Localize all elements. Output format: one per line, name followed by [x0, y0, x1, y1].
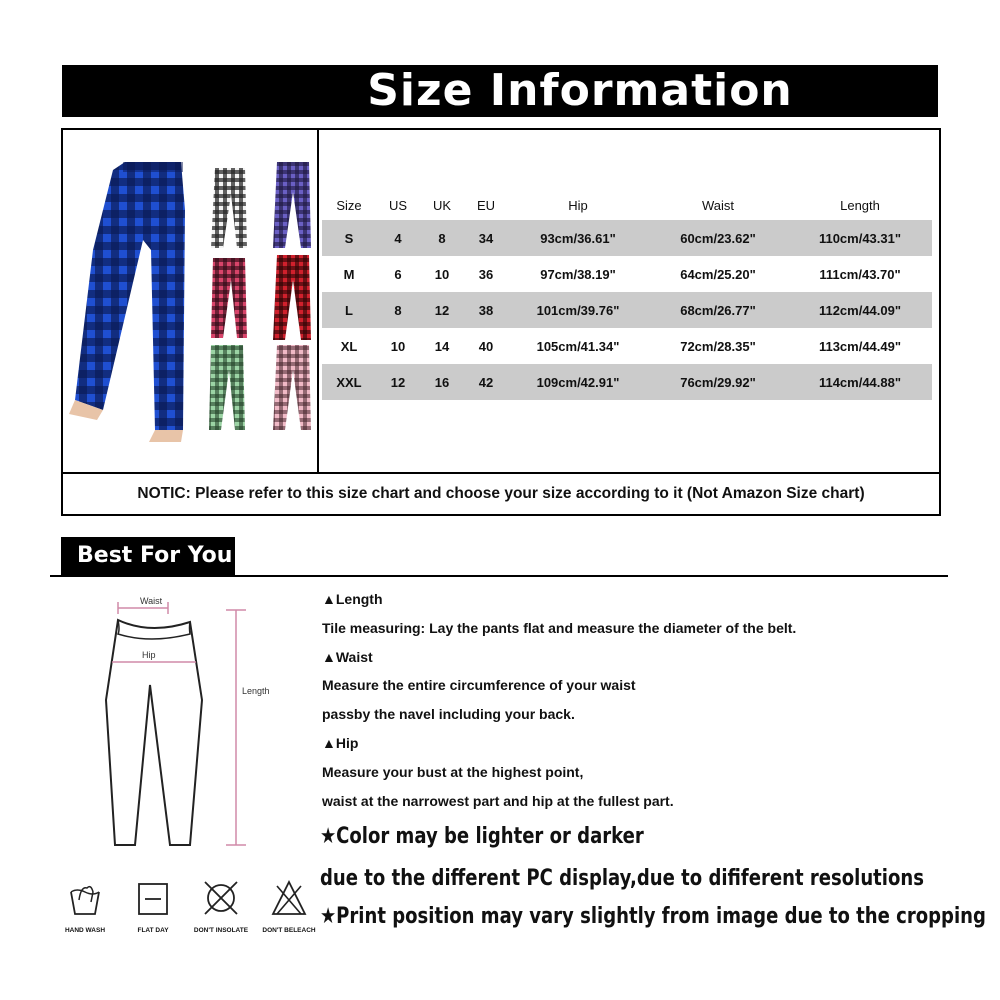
cell-waist: 76cm/29.92"	[648, 364, 788, 400]
table-row	[322, 220, 932, 256]
do-not-bleach-icon	[269, 878, 309, 918]
best-for-you-tab: Best For You	[61, 537, 235, 575]
care-label: FLAT DAY	[137, 927, 169, 934]
print-note: ★Print position may vary slightly from image due to the cropping	[320, 904, 986, 929]
table-row	[322, 292, 932, 328]
care-label: DON'T BELEACH	[262, 927, 316, 934]
table-row	[322, 328, 932, 364]
hip-label: Hip	[142, 650, 156, 660]
hip-text-1: Measure your bust at the highest point,	[322, 764, 584, 780]
size-table	[322, 190, 932, 400]
table-row	[322, 256, 932, 292]
cell-size: XL	[340, 338, 358, 354]
size-notice: NOTIC: Please refer to this size chart and choose your size according to it (Not Amazon Size chart)	[137, 485, 865, 502]
length-text: Tile measuring: Lay the pants flat and measure the diameter of the belt.	[322, 620, 797, 636]
header-hip: Hip	[568, 197, 588, 213]
cell-eu: 34	[464, 220, 508, 256]
cell-waist: 64cm/25.20"	[680, 266, 756, 282]
cell-hip: 105cm/41.34"	[536, 338, 620, 354]
vertical-divider	[317, 130, 319, 474]
waist-label: Waist	[140, 596, 163, 606]
care-item-hand-wash	[50, 878, 120, 934]
cell-uk: 10	[434, 266, 450, 282]
header-length: Length	[840, 197, 880, 213]
cell-size: S	[322, 220, 376, 256]
length-label: Length	[242, 686, 270, 696]
hip-heading: ▲Hip	[322, 735, 359, 751]
header-waist: Waist	[701, 197, 735, 213]
cell-uk: 12	[420, 292, 464, 328]
header-size: Size	[336, 197, 362, 213]
hand-wash-icon	[65, 878, 105, 918]
table-header-row	[322, 190, 932, 220]
cell-us: 6	[394, 266, 402, 282]
size-information-banner	[62, 65, 938, 117]
page-title: Size Information	[367, 65, 793, 116]
header-eu: EU	[476, 197, 496, 213]
cell-uk: 14	[434, 338, 450, 354]
care-label: HAND WASH	[64, 927, 106, 934]
cell-length: 113cm/44.49"	[818, 338, 902, 354]
care-item-flat-dry	[118, 878, 188, 934]
cell-uk: 16	[420, 364, 464, 400]
purple-plaid-pants-photo	[273, 162, 311, 248]
cell-hip: 97cm/38.19"	[540, 266, 616, 282]
care-icons	[58, 878, 328, 948]
cell-eu: 38	[464, 292, 508, 328]
cell-length: 110cm/43.31"	[788, 220, 932, 256]
cell-uk: 8	[420, 220, 464, 256]
care-item-no-insolate	[186, 878, 256, 934]
cell-length: 111cm/43.70"	[819, 266, 901, 282]
header-uk: UK	[432, 197, 452, 213]
do-not-insolate-icon	[201, 878, 241, 918]
color-note-1: ★Color may be lighter or darker	[320, 824, 644, 849]
cell-size: M	[343, 266, 355, 282]
cell-waist: 72cm/28.35"	[680, 338, 756, 354]
waist-heading: ▲Waist	[322, 649, 373, 665]
cell-us: 8	[376, 292, 420, 328]
flat-dry-icon	[133, 878, 173, 918]
white-plaid-pants-photo	[211, 168, 247, 248]
rose-plaid-pants-photo	[273, 345, 311, 430]
length-heading: ▲Length	[322, 591, 383, 607]
color-note-2: due to the different PC display,due to dififerent resolutions	[320, 866, 924, 891]
cell-us: 4	[376, 220, 420, 256]
cell-length: 114cm/44.88"	[788, 364, 932, 400]
cell-eu: 42	[464, 364, 508, 400]
green-plaid-pants-photo	[209, 345, 245, 430]
cell-eu: 40	[478, 338, 494, 354]
waist-text-1: Measure the entire circumference of your waist	[322, 677, 636, 693]
hip-text-2: waist at the narrowest part and hip at the fullest part.	[322, 793, 674, 809]
cell-waist: 60cm/23.62"	[648, 220, 788, 256]
cell-size: L	[322, 292, 376, 328]
cell-length: 112cm/44.09"	[788, 292, 932, 328]
cell-waist: 68cm/26.77"	[648, 292, 788, 328]
header-us: US	[388, 197, 408, 213]
cell-eu: 36	[478, 266, 494, 282]
cell-us: 10	[390, 338, 406, 354]
cell-size: XXL	[322, 364, 376, 400]
section-rule	[50, 575, 948, 577]
product-photos	[63, 130, 317, 472]
pants-measurement-diagram	[90, 590, 320, 860]
care-label: DON'T INSOLATE	[193, 927, 249, 934]
cell-hip: 101cm/39.76"	[508, 292, 648, 328]
table-row	[322, 364, 932, 400]
cell-us: 12	[376, 364, 420, 400]
blue-plaid-pants-photo	[69, 162, 185, 442]
waist-text-2: passby the navel including your back.	[322, 706, 575, 722]
pink-plaid-pants-photo	[211, 258, 247, 338]
cell-hip: 109cm/42.91"	[508, 364, 648, 400]
cell-hip: 93cm/36.61"	[508, 220, 648, 256]
care-item-no-bleach	[254, 878, 324, 934]
red-plaid-pants-photo	[273, 255, 311, 340]
